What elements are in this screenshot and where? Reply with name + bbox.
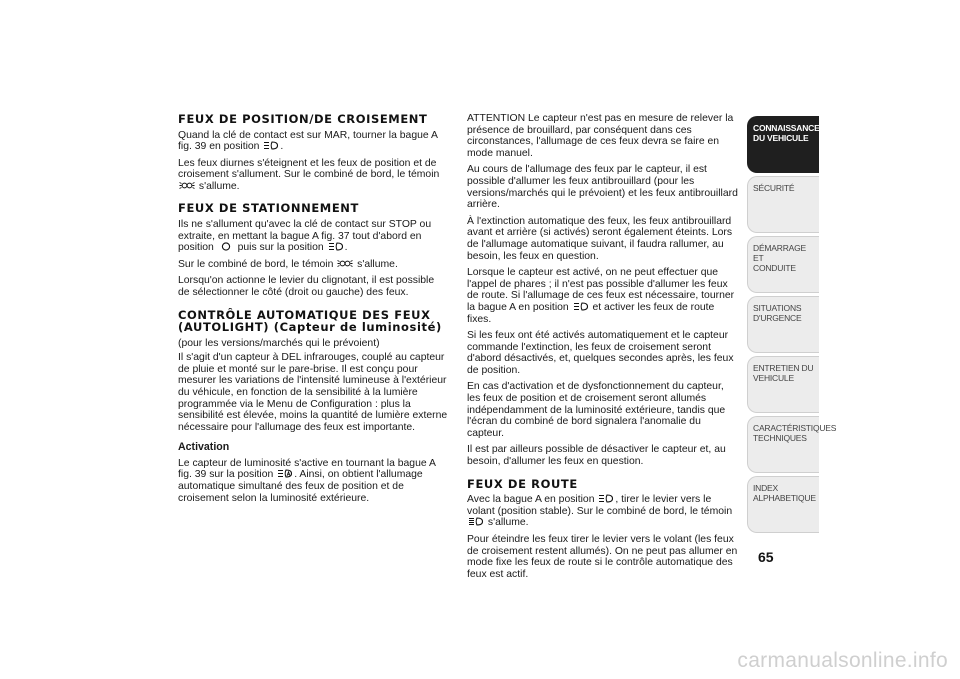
paragraph: Avec la bague A en position , tirer le levier vers le volant (position stable). Sur le combiné de bord, le témoin s'allume.	[467, 494, 733, 529]
off-position-icon	[218, 242, 234, 251]
tab-securite[interactable]: SÉCURITÉ	[747, 176, 819, 233]
low-beam-icon	[573, 302, 589, 311]
paragraph: Quand la clé de contact est sur MAR, tourner la bague A fig. 39 en position .	[178, 129, 438, 153]
paragraph: Le capteur de luminosité s'active en tournant la bague A fig. 39 sur la position . Ainsi, on obtient l'allumage automatique simultané des feux de position et de croisement selon la luminosité extérieure.	[178, 457, 436, 504]
paragraph: Ils ne s'allument qu'avec la clé de contact sur STOP ou extraite, en mettant la bague A fig. 37 tout d'abord en position puis sur la position .	[178, 218, 432, 254]
paragraph: À l'extinction automatique des feux, les feux antibrouillard avant et arrière (si activés) seront également éteints. Lors de l'allumage automatique suivant, il faudra rallumer, au besoin, les feux en question.	[467, 215, 733, 262]
right-column	[467, 113, 739, 585]
tab-entretien-du-vehicule[interactable]: ENTRETIEN DU VEHICULE	[747, 356, 819, 413]
paragraph: Pour éteindre les feux tirer le levier vers le volant (les feux de croisement restent allumés). On ne peut pas allumer en mode fixe les feux de route si le contrôle automatique des feux est actif.	[467, 533, 738, 580]
paragraph: Il est par ailleurs possible de désactiver le capteur et, au besoin, d'allumer les feux en question.	[467, 444, 726, 468]
paragraph: Au cours de l'allumage des feux par le capteur, il est possible d'allumer les feux antibrouillard (pour les versions/marchés qui le prévoient) et les feux antibrouillard arrière.	[467, 164, 738, 211]
paragraph: Les feux diurnes s'éteignent et les feux de position et de croisement s'allument. Sur le combiné de bord, le témoin s'allume.	[178, 157, 440, 192]
heading-activation: Activation	[178, 441, 230, 454]
low-beam-icon	[263, 141, 279, 150]
paragraph: En cas d'activation et de dysfonctionnement du capteur, les feux de position et de croisement seront allumés indépendamment de la luminosité extérieure, tandis que l'écran du combiné de bord signalera l'anomalie du capteur.	[467, 381, 726, 439]
low-beam-icon	[598, 494, 614, 503]
paragraph: Lorsqu'on actionne le levier du clignotant, il est possible de sélectionner le côté (droit ou gauche) des feux.	[178, 275, 435, 298]
paragraph: Si les feux ont été activés automatiquement et le capteur commande l'extinction, les feux de croisement seront d'abord désactivés, et, quelques secondes après, les feux de position.	[467, 330, 734, 376]
auto-lights-icon	[277, 469, 293, 478]
chapter-tabs	[747, 116, 837, 536]
tab-situations-durgence[interactable]: SITUATIONS D'URGENCE	[747, 296, 819, 353]
paragraph: (pour les versions/marchés qui le prévoient)	[178, 337, 380, 349]
heading-position-lights: FEUX DE POSITION/DE CROISEMENT	[178, 112, 428, 126]
high-beam-icon	[468, 517, 484, 526]
tab-caracteristiques-techniques[interactable]: CARACTÉRISTIQUES TECHNIQUES	[747, 416, 819, 473]
page-number: 65	[758, 549, 774, 565]
paragraph: Il s'agit d'un capteur à DEL infrarouges, couplé au capteur de pluie et monté sur le pare-brise. Il est conçu pour mesurer les variations de l'intensité lumineuse à l'extérieur du véhicule, en fonction de la sensibilité à la lumière programmée via le Menu de Configuration : plus la sensibilité est élevée, moins la quantité de lumière externe nécessaire pour l'allumage des feux est importante.	[178, 352, 448, 433]
tab-connaissance-du-vehicule[interactable]: CONNAISSANCE DU VEHICULE	[747, 116, 819, 173]
left-column	[178, 113, 448, 509]
paragraph: ATTENTION Le capteur n'est pas en mesure de relever la présence de brouillard, par conséquent dans ces circonstances, l'allumage de ces feux devra se faire en mode manuel.	[467, 113, 734, 159]
heading-parking-lights: FEUX DE STATIONNEMENT	[178, 201, 359, 216]
paragraph: Lorsque le capteur est activé, on ne peut effectuer que l'appel de phares ; il n'est pas possible d'allumer les feux de route. Si l'allumage de ces feux est nécessaire, tourner la bague A en position et activer les feux de route fixes.	[467, 267, 735, 325]
paragraph: Sur le combiné de bord, le témoin s'allume.	[178, 258, 398, 270]
heading-autolight: CONTRÔLE AUTOMATIQUE DES FEUX (AUTOLIGHT) (Capteur de luminosité)	[178, 307, 442, 335]
parking-lights-icon	[179, 181, 195, 190]
tab-index-alphabetique[interactable]: INDEX ALPHABETIQUE	[747, 476, 819, 533]
tab-demarrage-et-conduite[interactable]: DÉMARRAGE ET CONDUITE	[747, 236, 819, 293]
heading-high-beam: FEUX DE ROUTE	[467, 476, 578, 491]
watermark: carmanualsonline.info	[737, 649, 948, 672]
parking-lights-icon	[337, 259, 353, 268]
low-beam-icon	[328, 242, 344, 251]
